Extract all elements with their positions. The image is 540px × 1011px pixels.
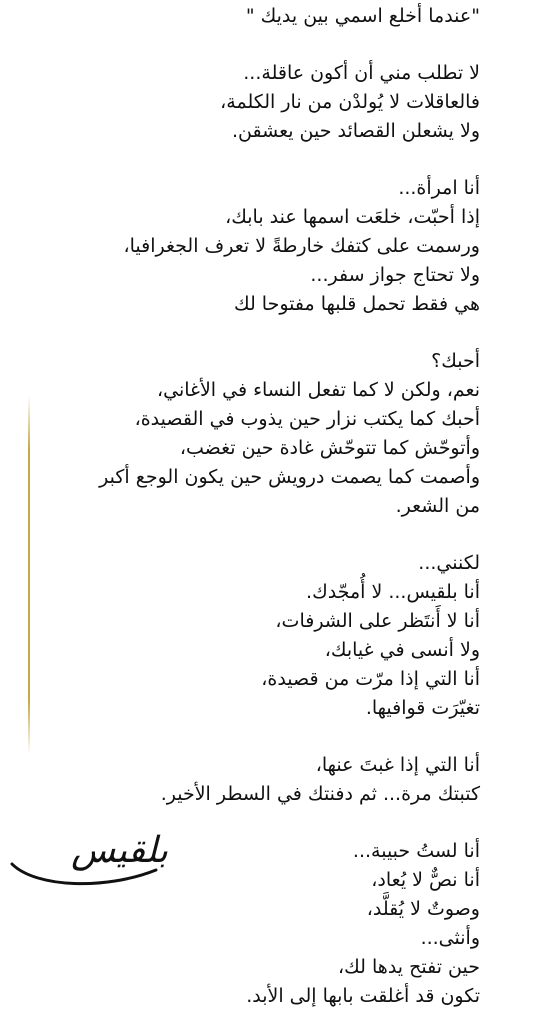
stanza-gap: [40, 146, 480, 174]
stanza: [40, 549, 480, 723]
poem-line: من الشعر.: [395, 495, 480, 517]
poem-line: أنا بلقيس... لا أُمجّدك.: [306, 581, 480, 603]
signature-calligraphy: [6, 808, 176, 892]
poem-line: أنا التي إذا غبتَ عنها،: [315, 754, 480, 776]
poem-line: "عندما أخلع اسمي بين يديك ": [245, 5, 480, 27]
stanza-gap: [40, 521, 480, 549]
poem-line: أنا نصٌّ لا يُعاد،: [371, 869, 480, 891]
stanza: [40, 174, 480, 319]
stanza-gap: [40, 31, 480, 59]
poem-line: ورسمت على كتفك خارطةً لا تعرف الجغرافيا،: [123, 235, 480, 257]
poem-line: أنا امرأة...: [398, 177, 480, 199]
poem-line: وصوتٌ لا يُقلَّد،: [366, 898, 480, 920]
poem-line: وأنثى...: [420, 927, 480, 949]
poem-line: نعم، ولكن لا كما تفعل النساء في الأغاني،: [156, 379, 480, 401]
signature-text: بلقيس: [71, 830, 168, 871]
poem-line: أنا لا أَنتَظر على الشرفات،: [275, 610, 480, 632]
stanza-gap: [40, 723, 480, 751]
gold-vertical-line: [28, 395, 30, 755]
poem-line: ولا يشعلن القصائد حين يعشقن.: [232, 120, 480, 142]
poem-line: لا تطلب مني أن أكون عاقلة...: [243, 62, 480, 84]
stanza: [40, 59, 480, 146]
poem-line: أحبك؟: [431, 350, 480, 372]
poem-line: إذا أحبّت، خلعَت اسمها عند بابك،: [225, 206, 480, 228]
stanza: [40, 2, 480, 31]
poem-line: أحبك كما يكتب نزار حين يذوب في القصيدة،: [134, 408, 480, 430]
poem-line: تغيّرَت قوافيها.: [365, 697, 480, 719]
poem-line: فالعاقلات لا يُولدْن من نار الكلمة،: [220, 91, 480, 113]
poem-line: وأصمت كما يصمت درويش حين يكون الوجع أكبر: [99, 466, 480, 488]
poem-line: كتبتك مرة... ثم دفنتك في السطر الأخير.: [160, 783, 480, 805]
poem-line: هي فقط تحمل قلبها مفتوحا لك: [233, 293, 480, 315]
poem-line: ولا تحتاج جواز سفر...: [310, 264, 480, 286]
poem-line: لكنني...: [418, 552, 480, 574]
poem-line: وأتوحّش كما تتوحّش غادة حين تغضب،: [179, 437, 480, 459]
poem-line: حين تفتح يدها لك،: [338, 956, 480, 978]
poem-line: تكون قد أغلقت بابها إلى الأبد.: [246, 985, 480, 1007]
poem-line: أنا لستُ حبيبة...: [352, 840, 480, 862]
poem-line: ولا أنسى في غيابك،: [324, 639, 480, 661]
stanza: [40, 751, 480, 809]
stanza-gap: [40, 319, 480, 347]
poem-line: أنا التي إذا مرّت من قصيدة،: [261, 668, 480, 690]
stanza: [40, 347, 480, 521]
